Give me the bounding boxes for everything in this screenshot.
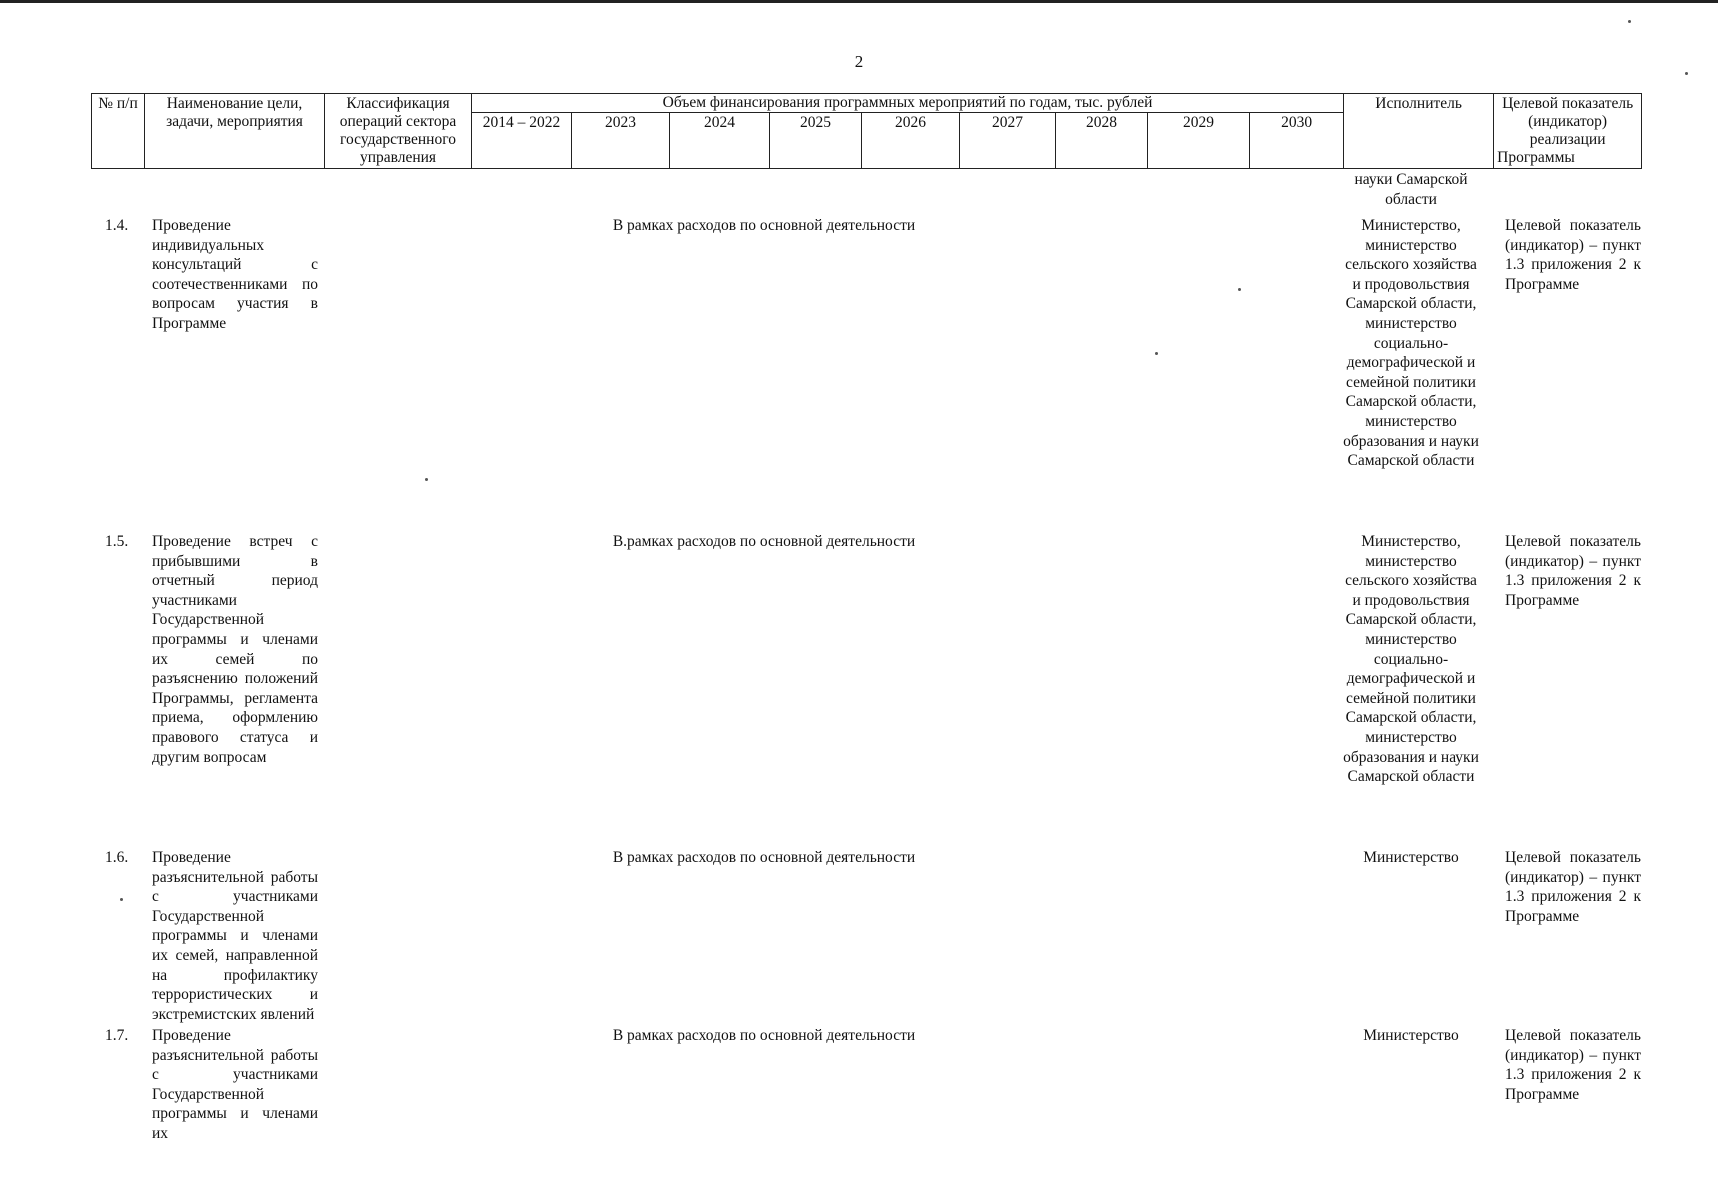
header-year: 2024 bbox=[670, 113, 770, 169]
row-funding: В рамках расходов по основной деятельности bbox=[612, 849, 916, 866]
header-year: 2028 bbox=[1056, 113, 1148, 169]
executor-carryover: науки Самарской области bbox=[1354, 171, 1468, 208]
scan-speck bbox=[1155, 352, 1158, 355]
scan-speck bbox=[1628, 20, 1631, 23]
row-indicator: Целевой показатель (индикатор) – пункт 1.3 приложения 2 к Программе bbox=[1505, 849, 1641, 925]
page-number: 2 bbox=[854, 52, 864, 71]
row-name: Проведение встреч с прибывшими в отчетный период участниками Государственной программы и членами их семей по разъяснению положений Программы, регламента приема, оформлению правового статуса и другим вопросам bbox=[152, 533, 318, 766]
table-header bbox=[91, 93, 1642, 169]
header-year: 2029 bbox=[1148, 113, 1250, 169]
scan-speck bbox=[1238, 288, 1241, 291]
header-funding: Объем финансирования программных мероприятий по годам, тыс. рублей bbox=[472, 94, 1344, 113]
row-name: Проведение разъяснительной работы с участниками Государственной программы и членами их семей, направленной на профилактику террористических и экстремистских явлений bbox=[152, 849, 318, 1023]
row-indicator: Целевой показатель (индикатор) – пункт 1.3 приложения 2 к Программе bbox=[1505, 217, 1641, 293]
row-executor: Министерство bbox=[1363, 849, 1459, 866]
row-indicator: Целевой показатель (индикатор) – пункт 1.3 приложения 2 к Программе bbox=[1505, 1027, 1641, 1103]
header-year: 2030 bbox=[1250, 113, 1344, 169]
row-executor: Министерство bbox=[1363, 1027, 1459, 1044]
row-number: 1.5. bbox=[105, 533, 129, 550]
header-year: 2023 bbox=[572, 113, 670, 169]
row-funding: В рамках расходов по основной деятельности bbox=[612, 217, 916, 234]
row-funding: В рамках расходов по основной деятельности bbox=[612, 1027, 916, 1044]
header-year: 2025 bbox=[770, 113, 862, 169]
header-classification: Классификация операций сектора государственного управления bbox=[325, 94, 472, 169]
row-funding: В.рамках расходов по основной деятельности bbox=[612, 533, 916, 550]
scan-speck bbox=[1685, 72, 1688, 75]
row-name: Проведение разъяснительной работы с участниками Государственной программы и членами их bbox=[152, 1027, 318, 1142]
header-indicator: Целевой показатель (индикатор) реализации Программы bbox=[1494, 94, 1642, 169]
header-num: № п/п bbox=[92, 94, 145, 169]
header-executor: Исполнитель bbox=[1344, 94, 1494, 169]
scan-speck bbox=[120, 898, 123, 901]
header-year: 2026 bbox=[862, 113, 960, 169]
row-number: 1.4. bbox=[105, 217, 129, 234]
header-year: 2027 bbox=[960, 113, 1056, 169]
row-executor: Министерство, министерство сельского хозяйства и продовольствия Самарской области, министерство социально-демографической и семейной политики Самарской области, министерство образования и науки Самарской области bbox=[1343, 217, 1479, 470]
top-border-line bbox=[0, 0, 1718, 3]
row-indicator: Целевой показатель (индикатор) – пункт 1.3 приложения 2 к Программе bbox=[1505, 533, 1641, 609]
row-name: Проведение индивидуальных консультаций с соотечественниками по вопросам участия в Программе bbox=[152, 217, 318, 332]
header-name: Наименование цели, задачи, мероприятия bbox=[145, 94, 325, 169]
row-number: 1.7. bbox=[105, 1027, 129, 1044]
row-number: 1.6. bbox=[105, 849, 129, 866]
row-executor: Министерство, министерство сельского хозяйства и продовольствия Самарской области, министерство социально-демографической и семейной политики Самарской области, министерство образования и науки Самарской области bbox=[1343, 533, 1479, 786]
scan-speck bbox=[425, 478, 428, 481]
header-year: 2014 – 2022 bbox=[472, 113, 572, 169]
